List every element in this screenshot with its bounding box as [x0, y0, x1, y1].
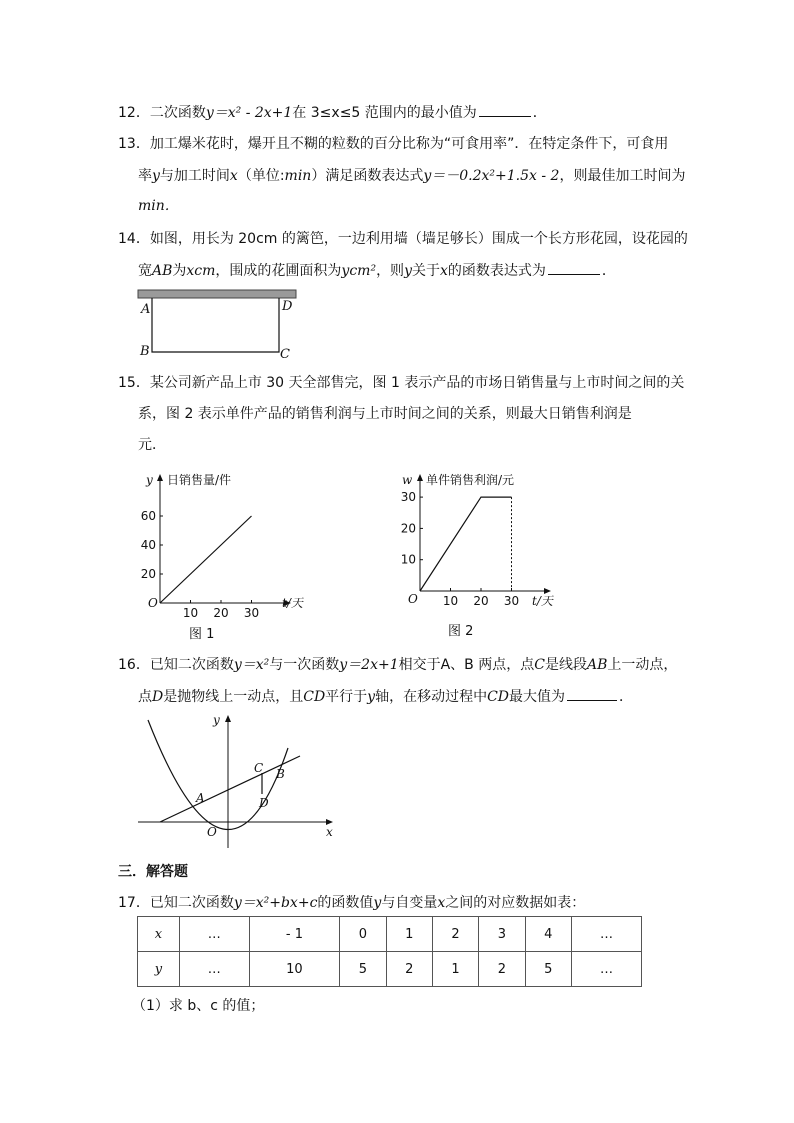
fig1-caption: 图 1 [189, 627, 215, 642]
q17-value-table [137, 916, 642, 987]
q16-point-c: C [534, 657, 545, 673]
fig1-xlabel: t/天 [282, 596, 303, 610]
table-cell: 1 [432, 952, 478, 987]
q14-answer-blank[interactable] [548, 260, 600, 275]
q12-number: 12． [118, 105, 150, 121]
q16-line-2 [138, 686, 633, 707]
q16-text: 是线段 [544, 657, 587, 673]
q17-text: 17．已知二次函数 [118, 895, 234, 911]
table-cell: 5 [525, 952, 571, 987]
q13-text: 与加工时间 [159, 168, 230, 184]
q17-line-1 [118, 893, 585, 913]
q14-text: 关于 [411, 263, 440, 279]
q15-figure-1-chart [140, 470, 310, 620]
table-cell: 1 [386, 917, 432, 952]
fig2-axes [420, 475, 550, 591]
table-cell: 4 [525, 917, 571, 952]
q12-line [118, 102, 547, 123]
q16-line-1 [118, 655, 677, 675]
q16-point-d: D [152, 689, 164, 705]
q12-text: 二次函数 [149, 105, 206, 121]
q16-segment-ab: AB [586, 657, 608, 673]
q16-label-c: C [254, 761, 264, 775]
q16-label-d: D [259, 796, 269, 810]
q15-figure-2-chart [400, 470, 570, 620]
q14-text: ，则 [376, 263, 405, 279]
fig2-x-tick-label: 20 [473, 594, 489, 608]
table-cell: … [179, 952, 249, 987]
q16-var-y: y [367, 689, 376, 705]
table-cell: 2 [479, 952, 525, 987]
q14-text: 宽 [138, 263, 152, 279]
q16-text: 上一动点， [607, 657, 678, 673]
q16-text: 相交于 [398, 657, 441, 673]
fig2-y-tick-label: 20 [400, 521, 416, 536]
q13-var-x: x [229, 168, 238, 184]
table-cell: x [138, 917, 180, 952]
table-cell: 2 [432, 917, 478, 952]
q16-text: 平行于 [325, 689, 368, 705]
q12-function: y＝x² - 2x+1 [205, 105, 293, 121]
q13-var-y: y [152, 168, 160, 184]
q12-text-2: 在 3≤x≤5 范围内的最小值为 [292, 105, 477, 121]
fig1-ylabel: 日销售量/件 [167, 473, 232, 487]
q16-text: 是抛物线上一动点，且 [163, 689, 304, 705]
q16-text: 轴，在移动过程中 [375, 689, 488, 705]
fig2-series-line [420, 497, 512, 591]
q16-segment-cd: CD [303, 689, 326, 705]
q14-line-1: 14．如图，用长为 20cm 的篱笆，一边利用墙（墙足够长）围成一个长方形花园，设花园的 [118, 231, 688, 247]
table-cell: - 1 [249, 917, 339, 952]
q16-text: 最大值为 [509, 689, 566, 705]
q13-line-2 [138, 166, 685, 186]
q17-var-y: y [373, 895, 382, 911]
q14-fence [152, 298, 279, 352]
q13-function: y＝－0.2x²+1.5x - 2 [423, 168, 560, 184]
table-cell: 3 [479, 917, 525, 952]
fig1-y-tick-label: 40 [140, 538, 156, 552]
q14-wall [138, 290, 296, 298]
q13-text: 率 [138, 168, 152, 184]
q14-text: 的函数表达式为 [447, 263, 546, 279]
q14-var-x: x [439, 263, 448, 279]
table-cell: … [571, 917, 641, 952]
q17-text: 与自变量 [381, 895, 438, 911]
fig2-x-tick-label: 10 [442, 594, 459, 608]
fig1-x-tick-label: 20 [213, 606, 229, 620]
q14-line-2 [138, 260, 616, 281]
q16-linear: y＝2x+1 [339, 657, 399, 673]
q14-garden-diagram [136, 288, 301, 360]
fig1-x-tick-label: 10 [182, 606, 199, 620]
q16-parabola [148, 720, 288, 830]
table-cell: 10 [249, 952, 339, 987]
q16-label-a: A [196, 791, 205, 805]
q13-text: （单位: [237, 168, 285, 184]
q17-function: y＝x²+bx+c [233, 895, 318, 911]
fig2-origin: O [408, 592, 418, 606]
q17-var-x: x [437, 895, 446, 911]
fig2-xlabel: t/天 [532, 594, 553, 608]
q16-quadratic: y＝x² [233, 657, 270, 673]
fig2-ylabel: 单件销售利润/元 [426, 473, 515, 487]
q17-text: 的函数值 [317, 895, 374, 911]
q16-parabola-diagram [136, 712, 346, 852]
q14-var-y: y [404, 263, 412, 279]
q16-segment-cd: CD [487, 689, 510, 705]
q13-line-3: min． [138, 198, 179, 214]
q17-table-row-y [138, 952, 642, 987]
fig2-y-tick-label: 10 [400, 552, 416, 567]
q16-label-x: x [326, 825, 333, 839]
q14-label-d: D [282, 299, 293, 314]
q14-text: 为 [172, 263, 187, 279]
table-cell: … [571, 952, 641, 987]
q15-line-3: 元． [138, 437, 166, 453]
table-cell: 0 [340, 917, 386, 952]
q16-label-o: O [207, 825, 217, 839]
q17-text: 之间的对应数据如表： [445, 895, 586, 911]
q16-end: ． [619, 689, 634, 705]
q16-text: 点 [138, 689, 152, 705]
q14-end: ． [601, 263, 616, 279]
fig1-y-tick-label: 20 [140, 567, 156, 581]
q13-text: ，则最佳加工时间为 [559, 168, 686, 184]
fig2-x-tick-label: 30 [503, 594, 520, 608]
q16-label-y: y [213, 713, 220, 727]
section-3-heading: 三．解答题 [118, 864, 188, 880]
q15-line-2: 系，图 2 表示单件产品的销售利润与上市时间之间的关系，则最大日销售利润是 [138, 406, 632, 422]
q16-label-b: B [276, 767, 285, 781]
fig2-y-tick-label: 30 [400, 490, 416, 505]
fig1-x-tick-label: 30 [243, 606, 260, 620]
q16-text: 16．已知二次函数 [118, 657, 234, 673]
q17-subquestion-1: （1）求 b、c 的值； [132, 998, 265, 1014]
q13-line-1: 13．加工爆米花时，爆开且不糊的粒数的百分比称为“可食用率”．在特定条件下，可食用 [118, 136, 669, 152]
q12-answer-blank[interactable] [479, 102, 531, 117]
fig1-y-tick-label: 60 [140, 509, 156, 523]
table-cell: 2 [386, 952, 432, 987]
q14-width-var: xcm [186, 263, 216, 279]
q14-label-c: C [280, 347, 290, 362]
q14-area-var: ycm² [341, 263, 377, 279]
table-cell: 5 [340, 952, 386, 987]
q14-label-b: B [140, 344, 150, 359]
q16-text: 与一次函数 [269, 657, 340, 673]
q14-segment-ab: AB [152, 263, 173, 279]
q13-unit: min [284, 168, 312, 184]
fig1-origin: O [148, 596, 158, 610]
fig1-ylabel-var: y [146, 473, 153, 487]
q16-answer-blank[interactable] [567, 686, 617, 701]
q17-table-row-x [138, 917, 642, 952]
fig2-ylabel-var: w [402, 473, 413, 487]
fig2-caption: 图 2 [448, 624, 474, 639]
q14-text: ，围成的花圃面积为 [215, 263, 342, 279]
q13-text: ）满足函数表达式 [311, 168, 424, 184]
q15-line-1: 15．某公司新产品上市 30 天全部售完，图 1 表示产品的市场日销售量与上市时间之间的关 [118, 375, 685, 391]
table-cell: y [138, 952, 180, 987]
q14-label-a: A [141, 302, 151, 317]
table-cell: … [179, 917, 249, 952]
q16-text: A、B 两点，点 [440, 657, 535, 673]
fig1-series-line [160, 516, 252, 603]
q12-end: ． [532, 105, 547, 121]
